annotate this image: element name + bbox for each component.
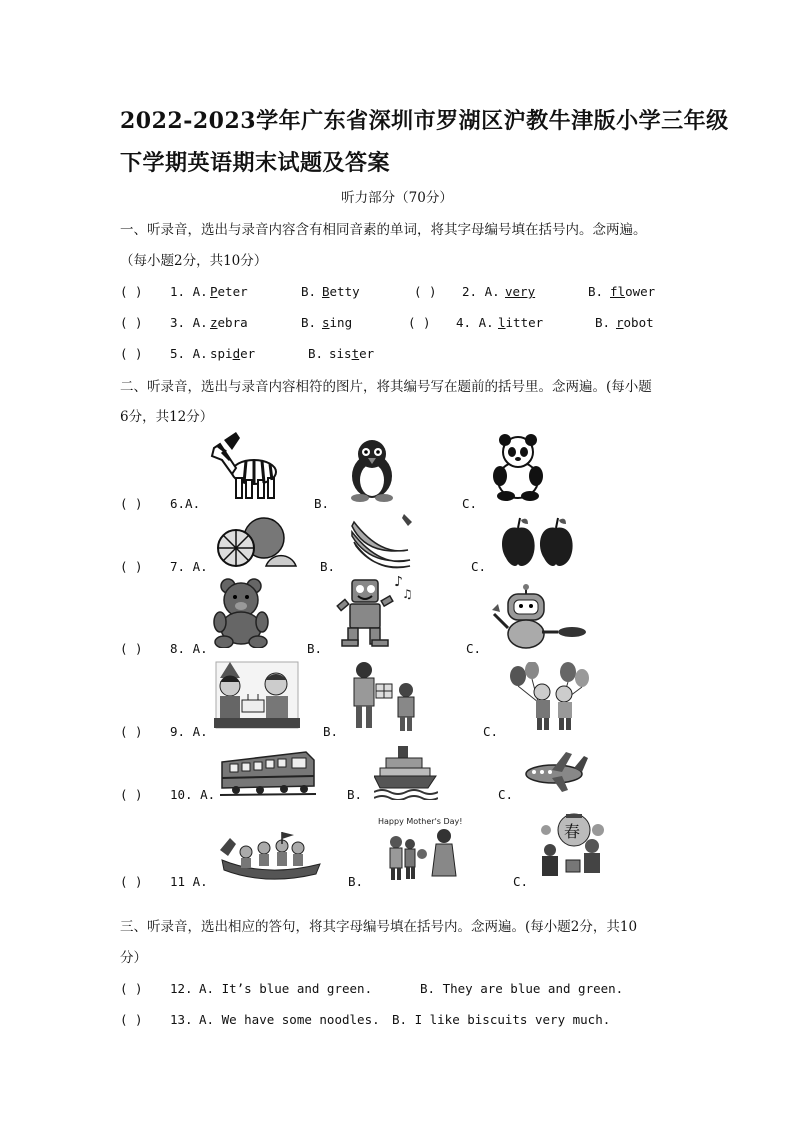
q2-b-rest: ower [625,284,656,299]
balloons-picture[interactable] [508,662,592,732]
svg-text:♪: ♪ [394,576,403,590]
q4-number: 4. A. [456,315,494,330]
q5-number: 5. A. [170,346,208,361]
page-title-line2: 下学期英语期末试题及答案 [120,150,391,176]
q13-number: 13. [170,1012,193,1027]
q3-b-phoneme: s [322,315,330,330]
q11-answer-blank[interactable]: ( ) [120,874,143,889]
q4-option-a [498,315,543,330]
page-title-line1: 2022-2023学年广东省深圳市罗湖区沪教牛津版小学三年级 [120,108,729,134]
q12-answer-blank[interactable]: ( ) [120,981,143,996]
zebra-picture[interactable] [206,430,286,502]
q2-answer-blank[interactable]: ( ) [414,284,437,299]
q5-option-b [329,346,374,361]
q4-b-rest: obot [623,315,654,330]
q4-answer-blank[interactable]: ( ) [408,315,431,330]
q10-b-label: B. [347,787,363,802]
q1-answer-blank[interactable]: ( ) [120,284,143,299]
cooking-robot-picture[interactable] [488,584,588,650]
section3-instruction: 三、听录音，选出相应的答句，将其字母编号填在括号内。念两遍。(每小题2分，共10 [120,919,638,935]
q9-a-label: 9. A. [170,724,208,739]
q9-answer-blank[interactable]: ( ) [120,724,143,739]
q4-a-phoneme: l [498,315,506,330]
q1-b-label: B. [301,284,317,299]
q13-option-a: A. We have some noodles. [199,1012,380,1027]
q3-b-rest: ing [329,315,353,330]
q3-a-phoneme: z [210,315,218,330]
q4-b-label: B. [595,315,611,330]
q1-number: 1. A. [170,284,208,299]
q9-c-label: C. [483,724,499,739]
q10-a-label: 10. A. [170,787,216,802]
q8-a-label: 8. A. [170,641,208,656]
q5-a-pre: spi [210,346,233,361]
q6-answer-blank[interactable]: ( ) [120,496,143,511]
q1-a-phoneme: P [210,284,218,299]
q1-b-rest: etty [329,284,360,299]
q11-b-label: B. [348,874,364,889]
q12-option-b: B. They are blue and green. [420,981,624,996]
q3-b-label: B. [301,315,317,330]
q3-number: 3. A. [170,315,208,330]
q12-number: 12. [170,981,193,996]
q9-b-label: B. [323,724,339,739]
q1-a-rest: eter [217,284,248,299]
q3-answer-blank[interactable]: ( ) [120,315,143,330]
q5-b-label: B. [308,346,324,361]
q7-answer-blank[interactable]: ( ) [120,559,143,574]
q2-option-b [610,284,655,299]
q13-option-b: B. I like biscuits very much. [392,1012,611,1027]
q1-option-b [322,284,360,299]
q13-answer-blank[interactable]: ( ) [120,1012,143,1027]
robot-picture[interactable] [334,576,414,648]
teddy-bear-picture[interactable] [206,578,276,648]
q5-b-rest: er [359,346,375,361]
ship-picture[interactable] [374,744,438,800]
panda-picture[interactable] [490,432,546,502]
q11-c-label: C. [513,874,529,889]
q5-a-rest: er [240,346,256,361]
section1-score: （每小题2分，共10分） [120,253,268,269]
section1-instruction: 一、听录音，选出与录音内容含有相同音素的单词，将其字母编号填在括号内。念两遍。 [120,222,647,238]
q4-b-phoneme: r [616,315,624,330]
spring-character: 春 [564,822,581,841]
q2-b-phoneme: fl [610,284,626,299]
train-picture[interactable] [220,748,316,798]
q8-answer-blank[interactable]: ( ) [120,641,143,656]
q12-option-a: A. It’s blue and green. [199,981,373,996]
svg-text:♫: ♫ [402,587,413,601]
q5-b-phoneme: t [351,346,360,361]
q11-a-label: 11 A. [170,874,208,889]
q2-b-label: B. [588,284,604,299]
q7-c-label: C. [471,559,487,574]
q7-b-label: B. [320,559,336,574]
q3-option-b [322,315,352,330]
q2-number: 2. A. [462,284,500,299]
q8-c-label: C. [466,641,482,656]
mothers-day-text: Happy Mother's Day! [378,817,462,826]
q8-b-label: B. [307,641,323,656]
bananas-picture[interactable] [346,512,414,570]
q1-option-a [210,284,248,299]
oranges-picture[interactable] [208,514,298,570]
q5-a-phoneme: d [232,346,241,361]
q4-option-b [616,315,654,330]
gift-giving-picture[interactable] [346,660,422,734]
q2-a-word: very [505,284,536,299]
section2-score: 6分，共12分） [120,409,214,425]
section3-score: 分） [120,950,147,966]
dragon-boat-picture[interactable] [216,830,326,886]
q10-c-label: C. [498,787,514,802]
listening-header: 听力部分（70分） [341,190,453,206]
airplane-picture[interactable] [522,750,588,794]
q5-b-pre: sis [329,346,352,361]
birthday-party-picture[interactable] [214,660,300,730]
penguin-picture[interactable] [340,436,404,502]
mothers-day-picture[interactable] [378,814,462,882]
q1-b-phoneme: B [322,284,330,299]
q7-a-label: 7. A. [170,559,208,574]
q10-answer-blank[interactable]: ( ) [120,787,143,802]
q6-c-label: C. [462,496,478,511]
spring-festival-picture[interactable] [536,812,608,884]
q6-b-label: B. [314,496,330,511]
q6-a-label: 6.A. [170,496,201,511]
q3-a-rest: ebra [217,315,248,330]
q5-option-a [210,346,255,361]
q5-answer-blank[interactable]: ( ) [120,346,143,361]
section2-instruction: 二、听录音，选出与录音内容相符的图片，将其编号写在题前的括号里。念两遍。(每小题 [120,379,652,395]
apples-picture[interactable] [498,516,578,568]
q2-option-a [505,284,535,299]
q4-a-rest: itter [505,315,544,330]
q3-option-a [210,315,248,330]
